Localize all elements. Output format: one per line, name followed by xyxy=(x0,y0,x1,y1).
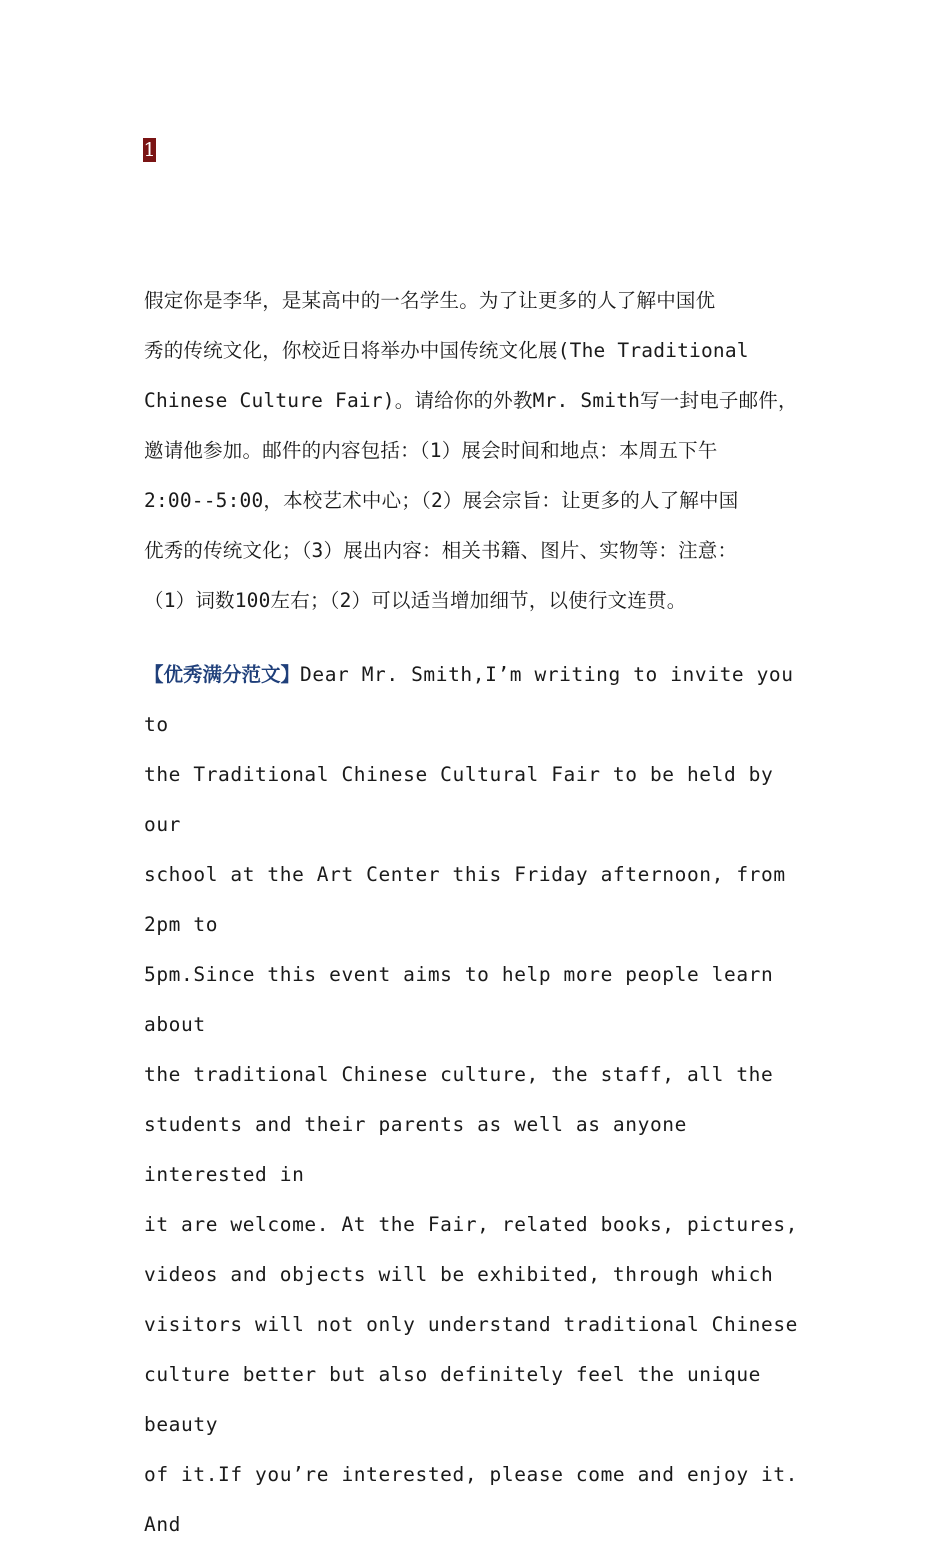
essay-line: culture better but also definitely feel the unique beauty xyxy=(144,1363,774,1436)
essay-line: Dear Mr. Smith,I’m writing to invite you to xyxy=(144,663,806,736)
essay-line: students and their parents as well as anyone interested in xyxy=(144,1113,700,1186)
prompt-line: Chinese Culture Fair)。请给你的外教Mr. Smith写一封电子邮件， xyxy=(144,389,798,412)
prompt-line: （1）词数100左右；（2）可以适当增加细节，以使行文连贯。 xyxy=(144,589,687,612)
question-number-badge: 1 xyxy=(143,139,156,161)
prompt-line: 假定你是李华，是某高中的一名学生。为了让更多的人了解中国优 xyxy=(144,289,716,312)
question-prompt xyxy=(144,276,814,626)
essay-line: of it.If you’re interested, please come and enjoy it. And xyxy=(144,1463,811,1536)
essay-line: videos and objects will be exhibited, through which xyxy=(144,1263,774,1286)
prompt-line: 秀的传统文化，你校近日将举办中国传统文化展(The Traditional xyxy=(144,339,749,362)
essay-line: the traditional Chinese culture, the staff, all the xyxy=(144,1063,774,1086)
essay-line: it are welcome. At the Fair, related books, pictures, xyxy=(144,1213,799,1236)
prompt-line: 邀请他参加。邮件的内容包括：（1）展会时间和地点：本周五下午 xyxy=(144,439,718,462)
sample-essay xyxy=(144,650,814,1550)
essay-line: school at the Art Center this Friday afternoon, from 2pm to xyxy=(144,863,799,936)
essay-line: visitors will not only understand traditional Chinese xyxy=(144,1313,799,1336)
sample-essay-heading: 【优秀满分范文】 xyxy=(144,663,301,686)
essay-line: 5pm.Since this event aims to help more people learn about xyxy=(144,963,786,1036)
prompt-line: 2:00--5:00，本校艺术中心；（2）展会宗旨：让更多的人了解中国 xyxy=(144,489,739,512)
essay-line: the Traditional Chinese Cultural Fair to be held by our xyxy=(144,763,786,836)
prompt-line: 优秀的传统文化；（3）展出内容：相关书籍、图片、实物等：注意： xyxy=(144,539,738,562)
